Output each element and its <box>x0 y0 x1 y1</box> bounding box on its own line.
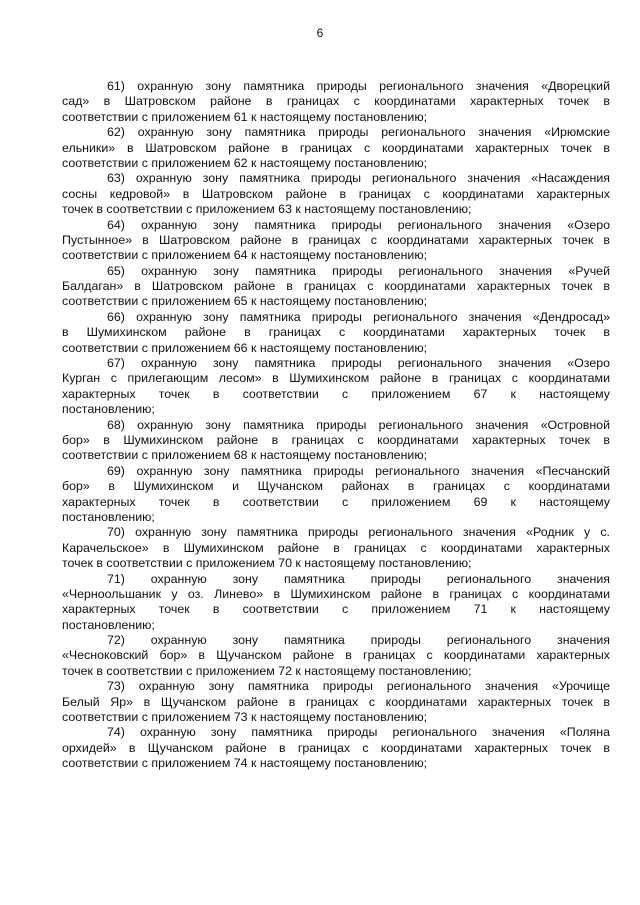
list-item <box>62 125 610 171</box>
list-item <box>62 679 610 725</box>
list-item <box>62 464 610 526</box>
text-line: 68) охранную зону памятника природы регионального значения «Островной <box>107 417 610 432</box>
text-line: 65) охранную зону памятника природы регионального значения «Ручей <box>107 263 610 278</box>
text-line: Курган с прилегающим лесом» в Шумихинском районе в границах с координатами <box>62 371 610 386</box>
list-item <box>62 418 610 464</box>
text-line: 67) охранную зону памятника природы регионального значения «Озеро <box>107 356 610 371</box>
text-line: 66) охранную зону памятника природы регионального значения «Дендросад» <box>107 309 610 324</box>
text-line: 71) охранную зону памятника природы регионального значения <box>107 571 610 586</box>
text-line: соответствии с приложением 64 к настоящему постановлению; <box>62 248 428 263</box>
list-item <box>62 633 610 679</box>
list-item <box>62 572 610 634</box>
page-number: 6 <box>316 26 324 40</box>
text-line: соответствии с приложением 61 к настоящему постановлению; <box>62 109 428 124</box>
text-line: 73) охранную зону памятника природы регионального значения «Урочище <box>107 679 610 694</box>
text-line: ельники» в Шатровском районе в границах с координатами характерных точек в <box>62 140 610 155</box>
text-line: точек в соответствии с приложением 72 к настоящему постановлению; <box>62 663 472 678</box>
text-line: в Шумихинском районе в границах с координатами характерных точек в <box>62 325 610 340</box>
list-item <box>62 264 610 310</box>
text-line: точек в соответствии с приложением 63 к настоящему постановлению; <box>62 202 472 217</box>
text-line: 61) охранную зону памятника природы регионального значения «Дворецкий <box>107 79 610 93</box>
text-line: бор» в Шумихинском районе в границах с координатами характерных точек в <box>62 432 610 447</box>
text-line: Пустынное» в Шатровском районе в границах с координатами характерных точек в <box>62 232 610 247</box>
list-item <box>62 171 610 217</box>
text-line: соответствии с приложением 66 к настоящему постановлению; <box>62 340 428 355</box>
text-line: постановлению; <box>62 509 155 524</box>
text-line: характерных точек в соответствии с приложением 67 к настоящему <box>62 386 610 401</box>
text-line: сад» в Шатровском районе в границах с координатами характерных точек в <box>62 94 610 109</box>
text-line: 64) охранную зону памятника природы регионального значения «Озеро <box>107 217 610 232</box>
list-item <box>62 525 610 571</box>
text-line: Белый Яр» в Щучанском районе в границах с координатами характерных точек в <box>62 694 610 709</box>
text-line: соответствии с приложением 62 к настоящему постановлению; <box>62 155 428 170</box>
text-line: характерных точек в соответствии с приложением 71 к настоящему <box>62 602 610 617</box>
list-item <box>62 356 610 418</box>
list-item <box>62 79 610 125</box>
text-line: Карачельское» в Шумихинском районе в границах с координатами характерных <box>62 540 610 555</box>
list-item <box>62 725 610 771</box>
text-line: 69) охранную зону памятника природы регионального значения «Песчанский <box>107 463 610 478</box>
text-line: бор» в Шумихинском и Щучанском районах в границах с координатами <box>62 479 610 494</box>
text-line: соответствии с приложением 73 к настоящему постановлению; <box>62 710 428 725</box>
text-line: 62) охранную зону памятника природы регионального значения «Ирюмские <box>107 125 610 140</box>
document-body <box>62 79 610 772</box>
text-line: орхидей» в Щучанском районе в границах с координатами характерных точек в <box>62 740 610 755</box>
text-line: соответствии с приложением 68 к настоящему постановлению; <box>62 448 428 463</box>
list-item <box>62 310 610 356</box>
text-line: Балдаган» в Шатровском районе в границах с координатами характерных точек в <box>62 279 610 294</box>
text-line: постановлению; <box>62 402 155 417</box>
text-line: постановлению; <box>62 617 155 632</box>
text-line: «Чесноковский бор» в Щучанском районе в границах с координатами характерных <box>62 648 610 663</box>
text-line: «Черноольшаник у оз. Линево» в Шумихинском районе в границах с координатами <box>62 586 610 601</box>
list-item <box>62 218 610 264</box>
text-line: соответствии с приложением 74 к настоящему постановлению; <box>62 756 428 771</box>
text-line: характерных точек в соответствии с приложением 69 к настоящему <box>62 494 610 509</box>
text-line: 63) охранную зону памятника природы регионального значения «Насаждения <box>107 171 610 186</box>
text-line: точек в соответствии с приложением 70 к настоящему постановлению; <box>62 556 472 571</box>
text-line: сосны кедровой» в Шатровском районе в границах с координатами характерных <box>62 186 610 201</box>
text-line: 70) охранную зону памятника природы регионального значения «Родник у с. <box>107 525 610 540</box>
text-line: соответствии с приложением 65 к настоящему постановлению; <box>62 294 428 309</box>
text-line: 72) охранную зону памятника природы регионального значения <box>107 633 610 648</box>
text-line: 74) охранную зону памятника природы регионального значения «Поляна <box>107 725 610 740</box>
